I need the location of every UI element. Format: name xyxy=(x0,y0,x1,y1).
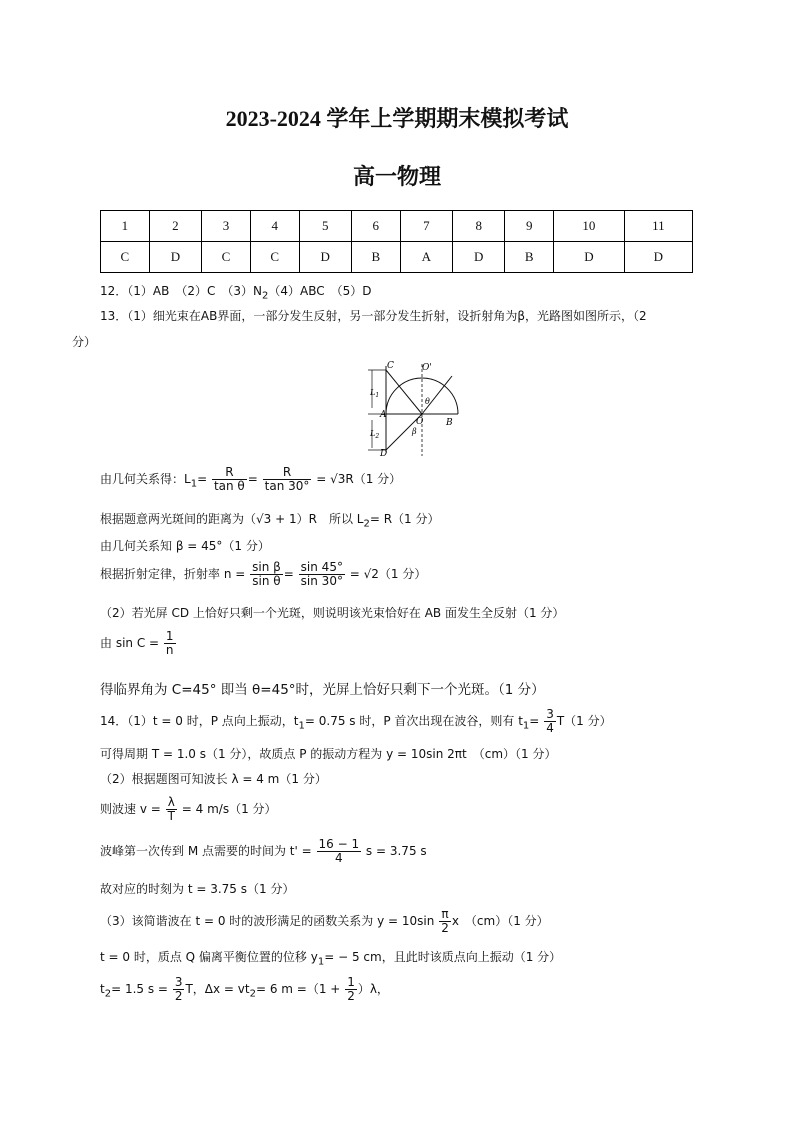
question-number: 9 xyxy=(505,211,554,242)
label-l2: $L_2$ xyxy=(370,429,380,440)
question-number: 7 xyxy=(400,211,452,242)
label-o: O xyxy=(416,417,424,427)
q13-line-3: 由几何关系知 β = 45°（1 分） xyxy=(100,539,270,553)
answer-cell: A xyxy=(400,242,452,273)
fraction: $\frac{\pi}{2}$ xyxy=(441,907,449,935)
q13-line-1: 由几何关系得：$L_1=$ $\frac{R}{\text{tan θ}}$ = $\frac{R}{\tan 30^\circ}$ = √3R（1 分） xyxy=(100,465,402,493)
answer-table-number-row xyxy=(101,211,693,242)
label-b: B xyxy=(446,418,453,428)
q14-line-1: 14．（1）t = 0 时，P 点向上振动，$t_1= 0.75$ s 时，P 首次出现在波谷，则有 $t_1=$ $\frac{3}{4}$ T（1 分） xyxy=(100,707,612,735)
fraction: $\frac{R}{\text{tan θ}}$ xyxy=(213,465,245,493)
exam-title: 2023-2024 学年上学期期末模拟考试 xyxy=(225,106,569,131)
label-l1: $L_1$ xyxy=(370,388,380,399)
q13-intro: 13．（1）细光束在AB界面，一部分发生反射，另一部分发生折射，设折射角为β，光路图如图所示，（2 xyxy=(100,309,647,323)
answer-cell: D xyxy=(554,242,625,273)
fraction: $\frac{3}{4}$ xyxy=(546,707,554,735)
label-o-prime: O' xyxy=(422,363,432,373)
question-number: 5 xyxy=(299,211,351,242)
fraction: $\frac{1}{2}$ xyxy=(347,975,355,1003)
answer-cell: D xyxy=(624,242,692,273)
q14-line-7: （3）该简谐波在 t = 0 时的波形满足的函数关系为 y = 10sin $\frac{\pi}{2}$ x （cm）（1 分） xyxy=(100,907,549,935)
light-path-diagram xyxy=(360,358,470,458)
q14-line-4: 则波速 v = $\frac{\lambda}{T}$ = 4 m/s（1 分） xyxy=(100,795,277,823)
q13-intro-cont: 分） xyxy=(72,335,97,349)
answer-cell: D xyxy=(149,242,201,273)
label-d: D xyxy=(380,449,388,458)
q14-line-2: 可得周期 T = 1.0 s（1 分），故质点 P 的振动方程为 y = 10sin 2πt （cm）（1 分） xyxy=(100,747,557,761)
fraction: $\frac{16 - 1}{4}$ xyxy=(318,837,360,865)
fraction: $\frac{1}{n}$ xyxy=(165,629,174,657)
label-beta: β xyxy=(412,427,417,436)
answer-cell: D xyxy=(299,242,351,273)
question-number: 8 xyxy=(453,211,505,242)
label-a: A xyxy=(380,410,387,420)
answer-cell: D xyxy=(453,242,505,273)
answer-table xyxy=(100,210,693,273)
q14-line-6: 故对应的时刻为 t = 3.75 s（1 分） xyxy=(100,882,295,896)
q14-line-9: $t_2= 1.5$ s = $\frac{3}{2}$ T，$\Delta x = vt_2= 6$ m =（1 + $\frac{1}{2}$ ）λ， xyxy=(100,975,389,1003)
fraction: $\frac{R}{\tan 30^\circ}$ xyxy=(264,465,310,493)
fraction: $\frac{\text{sin β}}{\text{sin θ}}$ xyxy=(252,560,281,588)
fraction: $\frac{\sin 45^\circ}{\sin 30^\circ}$ xyxy=(300,560,343,588)
q13-line-4: 根据折射定律，折射率 n = $\frac{\text{sin β}}{\text{sin θ}}$ = $\frac{\sin 45^\circ}{\sin 30^\circ}$ = √2（1 分） xyxy=(100,560,427,588)
q13-line-5: （2）若光屏 CD 上恰好只剩一个光斑，则说明该光束恰好在 AB 面发生全反射（1 分） xyxy=(100,606,565,620)
answer-cell: B xyxy=(505,242,554,273)
answer-table-answer-row xyxy=(101,242,693,273)
q12-answer: 12．（1）AB （2）C $(3)N_2(4)ABC$ （5）D xyxy=(100,284,372,302)
q13-line-7: 得临界角为 C=45° 即当 θ=45°时，光屏上恰好只剩下一个光斑。（1 分） xyxy=(100,682,545,698)
question-number: 4 xyxy=(250,211,299,242)
fraction: $\frac{\lambda}{T}$ xyxy=(167,795,175,823)
q13-line-2: 根据题意两光斑间的距离为（√3 + 1）R 所以 $L_2= R(1$ 分） xyxy=(100,512,440,530)
q13-line-6: 由 sin C = $\frac{1}{n}$ xyxy=(100,629,174,657)
question-number: 1 xyxy=(101,211,150,242)
q14-line-5: 波峰第一次传到 M 点需要的时间为 t' = $\frac{16 - 1}{4}$ s = 3.75 s xyxy=(100,837,427,865)
q14-line-8: t = 0 时，质点 Q 偏离平衡位置的位移 $y_1= - 5$ cm，且此时该质点向上振动（1 分） xyxy=(100,950,562,968)
label-theta: θ xyxy=(425,397,430,406)
question-number: 3 xyxy=(202,211,251,242)
answer-cell: C xyxy=(250,242,299,273)
exam-subtitle: 高一物理 xyxy=(352,164,441,190)
question-number: 2 xyxy=(149,211,201,242)
reflected-ray xyxy=(386,370,422,414)
answer-cell: C xyxy=(202,242,251,273)
question-number: 10 xyxy=(554,211,625,242)
fraction: $\frac{3}{2}$ xyxy=(174,975,183,1003)
answer-cell: C xyxy=(101,242,150,273)
question-number: 6 xyxy=(351,211,400,242)
answer-cell: B xyxy=(351,242,400,273)
question-number: 11 xyxy=(624,211,692,242)
label-c: C xyxy=(387,361,394,371)
q14-line-3: （2）根据题图可知波长 λ = 4 m（1 分） xyxy=(100,772,327,786)
